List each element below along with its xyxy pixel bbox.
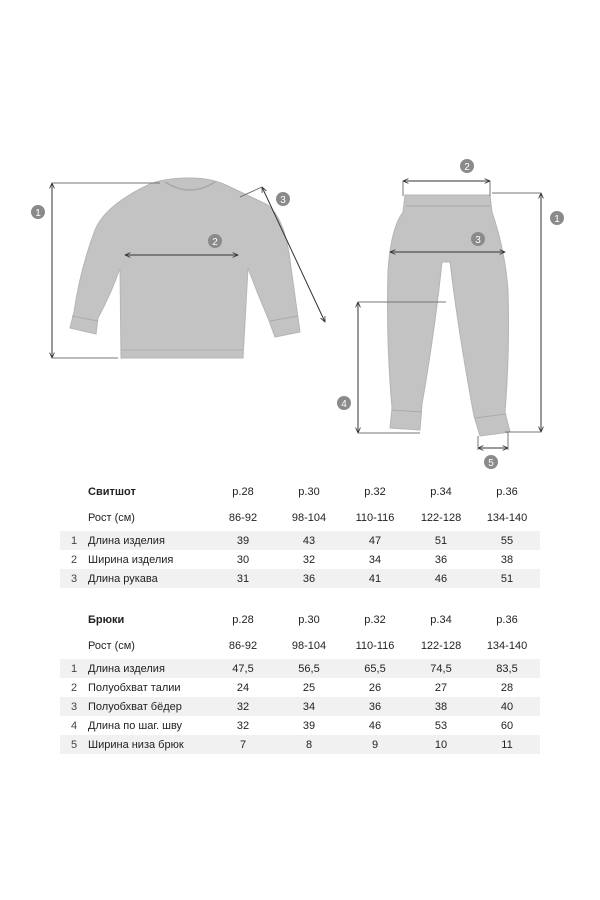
- table-row: [60, 550, 540, 569]
- table-row: [60, 531, 540, 550]
- cell-value: 7: [210, 735, 276, 754]
- table-header-row: [60, 480, 540, 504]
- cell-value: 32: [210, 697, 276, 716]
- table-title: Свитшот: [88, 486, 136, 498]
- cell-value: 98-104: [291, 511, 327, 524]
- cell-value: 98-104: [291, 639, 327, 652]
- cell-value: 65,5: [342, 659, 408, 678]
- cell-value: 10: [408, 735, 474, 754]
- row-number: 2: [70, 681, 78, 694]
- marker-pants-4: [337, 396, 351, 410]
- svg-text:2: 2: [212, 237, 218, 248]
- cell-value: 47: [342, 531, 408, 550]
- table-row: [60, 697, 540, 716]
- cell-value: 40: [474, 697, 540, 716]
- cell-value: 55: [474, 531, 540, 550]
- cell-value: 36: [276, 569, 342, 588]
- cell-value: 32: [302, 553, 316, 566]
- cell-value: 134-140: [486, 639, 528, 652]
- cell-value: 39: [210, 531, 276, 550]
- size-header: р.36: [496, 486, 518, 498]
- cell-value: 47,5: [210, 659, 276, 678]
- size-tables: [60, 480, 540, 754]
- table-row: [60, 716, 540, 735]
- marker-pants-2: [460, 159, 474, 173]
- cell-value: 110-116: [355, 511, 395, 524]
- table-header-row: [60, 608, 540, 632]
- cell-value: 39: [302, 719, 316, 732]
- marker-sweatshirt-1: [31, 205, 45, 219]
- svg-text:3: 3: [280, 195, 286, 206]
- marker-pants-1: [550, 211, 564, 225]
- cell-value: 34: [276, 697, 342, 716]
- marker-sweatshirt-3: [276, 192, 290, 206]
- cell-value: 36: [342, 697, 408, 716]
- svg-text:2: 2: [464, 162, 470, 173]
- row-label: Длина по шаг. шву: [88, 719, 183, 732]
- size-header: р.30: [298, 614, 320, 626]
- cell-value: 38: [500, 553, 514, 566]
- svg-text:1: 1: [35, 208, 41, 219]
- marker-sweatshirt-2: [208, 234, 222, 248]
- pants-illustration: [388, 195, 511, 436]
- table-spacer: [60, 588, 540, 608]
- cell-value: 46: [408, 569, 474, 588]
- cell-value: 122-128: [420, 639, 462, 652]
- size-header: р.36: [496, 614, 518, 626]
- marker-pants-5: [484, 455, 498, 469]
- row-number: 1: [60, 531, 88, 550]
- cell-value: 83,5: [474, 659, 540, 678]
- size-header: р.34: [430, 486, 452, 498]
- cell-value: 110-116: [355, 639, 395, 652]
- row-label: Рост (см): [88, 639, 135, 652]
- row-number: 3: [60, 569, 88, 588]
- sweatshirt-size-table: [60, 480, 540, 588]
- row-label: Рост (см): [88, 511, 135, 524]
- marker-pants-3: [471, 232, 485, 246]
- cell-value: 24: [236, 681, 250, 694]
- cell-value: 122-128: [420, 511, 462, 524]
- cell-value: 32: [236, 719, 250, 732]
- row-number: 3: [60, 697, 88, 716]
- cell-value: 26: [368, 681, 382, 694]
- cell-value: 51: [474, 569, 540, 588]
- cell-value: 36: [434, 553, 448, 566]
- row-number: 5: [60, 735, 88, 754]
- cell-value: 43: [276, 531, 342, 550]
- cell-value: 31: [210, 569, 276, 588]
- cell-value: 11: [474, 735, 540, 754]
- size-header: р.32: [364, 614, 386, 626]
- svg-text:5: 5: [488, 458, 494, 469]
- cell-value: 53: [434, 719, 448, 732]
- cell-value: 38: [408, 697, 474, 716]
- table-row: [60, 735, 540, 754]
- row-label: Ширина низа брюк: [88, 735, 210, 754]
- table-title: Брюки: [88, 614, 125, 626]
- svg-text:4: 4: [341, 399, 347, 410]
- cell-value: 86-92: [228, 639, 258, 652]
- row-label: Полуобхват талии: [88, 681, 181, 694]
- row-label: Длина рукава: [88, 569, 210, 588]
- table-row: [60, 659, 540, 678]
- cell-value: 51: [408, 531, 474, 550]
- cell-value: 56,5: [276, 659, 342, 678]
- cell-value: 41: [342, 569, 408, 588]
- cell-value: 34: [368, 553, 382, 566]
- cell-value: 30: [236, 553, 250, 566]
- row-number: 1: [60, 659, 88, 678]
- svg-text:3: 3: [475, 235, 481, 246]
- cell-value: 28: [500, 681, 514, 694]
- cell-value: 46: [368, 719, 382, 732]
- row-label: Полуобхват бёдер: [88, 697, 210, 716]
- pants-size-table: [60, 608, 540, 754]
- cell-value: 9: [342, 735, 408, 754]
- row-label: Длина изделия: [88, 531, 210, 550]
- row-number: 2: [70, 553, 78, 566]
- height-row: [60, 504, 540, 531]
- svg-text:1: 1: [554, 214, 560, 225]
- table-row: [60, 678, 540, 697]
- size-header: р.28: [232, 614, 254, 626]
- cell-value: 25: [302, 681, 316, 694]
- size-header: р.28: [232, 486, 254, 498]
- size-header: р.32: [364, 486, 386, 498]
- row-label: Длина изделия: [88, 659, 210, 678]
- cell-value: 27: [434, 681, 448, 694]
- cell-value: 86-92: [228, 511, 258, 524]
- table-row: [60, 569, 540, 588]
- size-header: р.30: [298, 486, 320, 498]
- row-label: Ширина изделия: [88, 553, 174, 566]
- cell-value: 134-140: [486, 511, 528, 524]
- size-header: р.34: [430, 614, 452, 626]
- sweatshirt-illustration: [70, 178, 300, 358]
- cell-value: 74,5: [408, 659, 474, 678]
- row-number: 4: [70, 719, 78, 732]
- cell-value: 8: [276, 735, 342, 754]
- cell-value: 60: [500, 719, 514, 732]
- height-row: [60, 632, 540, 659]
